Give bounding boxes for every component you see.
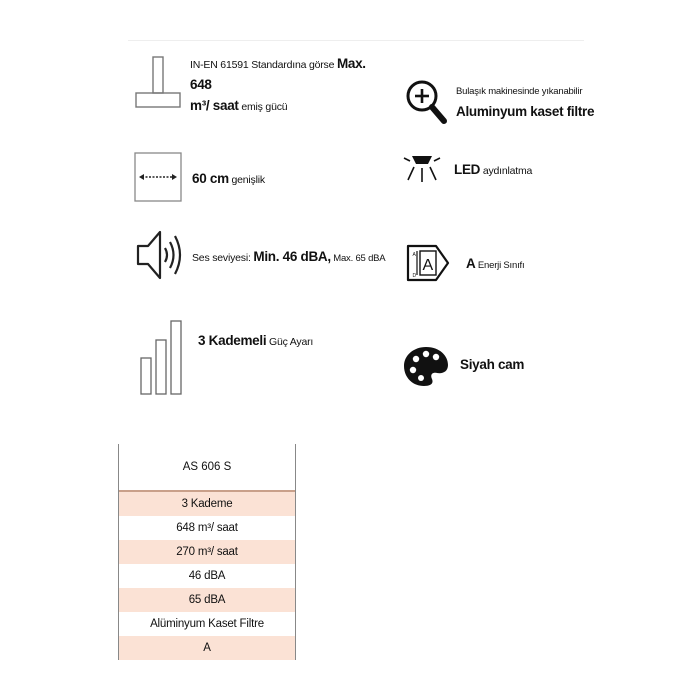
svg-text:D: D bbox=[412, 273, 417, 279]
table-row: 3 Kademe bbox=[119, 492, 295, 516]
feature-noise bbox=[134, 224, 385, 291]
table-row: 648 m³/ saat bbox=[119, 516, 295, 540]
feature-width bbox=[134, 152, 265, 207]
feature-suction-text bbox=[190, 54, 380, 117]
table-row: Alüminyum Kaset Filtre bbox=[119, 612, 295, 636]
feature-suction bbox=[134, 54, 380, 117]
top-divider bbox=[128, 40, 584, 41]
table-row: A bbox=[119, 636, 295, 660]
power-suffix: Güç Ayarı bbox=[266, 336, 314, 348]
feature-color-text bbox=[460, 355, 524, 376]
width-suffix: genişlik bbox=[228, 174, 265, 186]
table-row: 65 dBA bbox=[119, 588, 295, 612]
suction-prefix: IN-EN 61591 Standardına görse bbox=[190, 59, 337, 71]
feature-width-text bbox=[192, 169, 265, 190]
hood-icon bbox=[134, 55, 184, 116]
feature-power bbox=[138, 318, 313, 403]
feature-energy-text bbox=[466, 254, 524, 276]
suction-unit: m³/ saat bbox=[190, 98, 239, 113]
spec-table bbox=[118, 444, 296, 660]
feature-color bbox=[402, 344, 524, 393]
feature-led-text bbox=[454, 160, 532, 181]
energy-label-icon bbox=[406, 242, 452, 289]
table-row: 270 m³/ saat bbox=[119, 540, 295, 564]
feature-power-text bbox=[198, 331, 313, 352]
led-suffix: aydınlatma bbox=[480, 165, 533, 177]
feature-filter-text bbox=[456, 81, 594, 123]
power-bars-icon bbox=[138, 318, 186, 403]
suction-suffix: emiş gücü bbox=[238, 101, 288, 113]
led-label: LED bbox=[454, 162, 481, 177]
table-row: 46 dBA bbox=[119, 564, 295, 588]
magnifier-plus-icon bbox=[404, 76, 450, 133]
svg-text:A: A bbox=[412, 252, 416, 258]
noise-prefix: Ses seviyesi: bbox=[192, 251, 254, 264]
filter-line1: Bulaşık makinesinde yıkanabilir bbox=[456, 85, 583, 97]
feature-noise-text bbox=[192, 247, 385, 269]
feature-energy bbox=[406, 242, 524, 289]
noise-max: Max. 65 dBA bbox=[330, 252, 386, 264]
led-lamp-icon bbox=[400, 152, 444, 193]
energy-class: A bbox=[466, 255, 476, 271]
width-arrow-icon bbox=[134, 152, 182, 207]
power-levels: 3 Kademeli bbox=[198, 333, 267, 348]
filter-type: Aluminyum kaset filtre bbox=[456, 103, 595, 119]
palette-icon bbox=[402, 344, 450, 393]
suction-max: Max. 648 bbox=[190, 56, 366, 92]
noise-min: Min. 46 dBA, bbox=[253, 248, 331, 264]
table-header: AS 606 S bbox=[119, 444, 295, 492]
feature-filter bbox=[404, 76, 594, 133]
svg-text:A: A bbox=[422, 257, 434, 274]
width-value: 60 cm bbox=[192, 171, 229, 186]
color-label: Siyah cam bbox=[460, 357, 525, 372]
speaker-icon bbox=[134, 224, 186, 291]
feature-led bbox=[400, 152, 532, 193]
energy-suffix: Enerji Sınıfı bbox=[475, 259, 525, 271]
